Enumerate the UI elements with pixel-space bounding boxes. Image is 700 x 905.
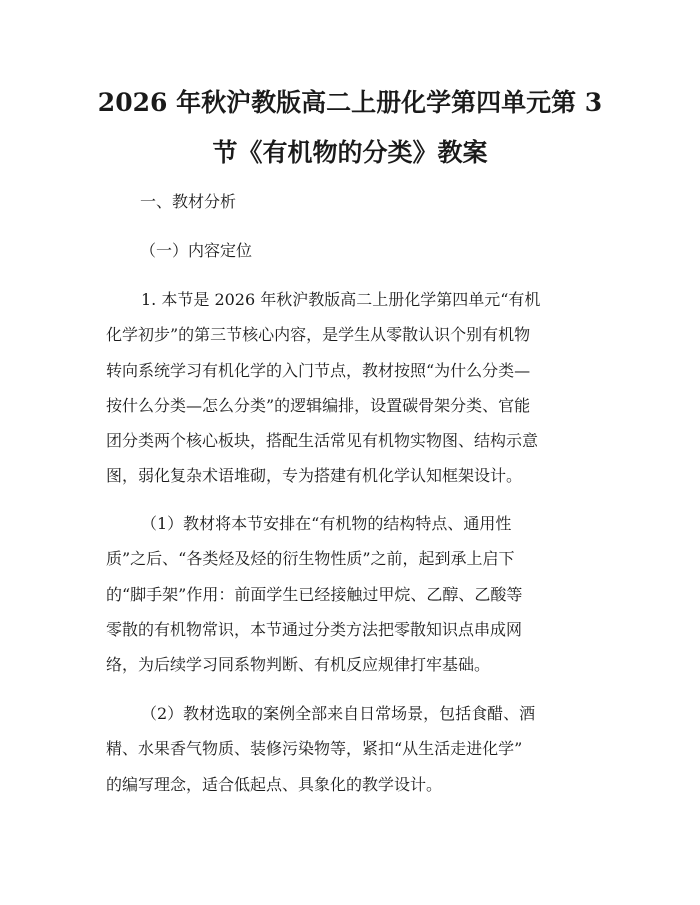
title-line: 节《有机物的分类》教案 [212, 138, 488, 167]
section-heading: 一、教材分析 [140, 192, 237, 211]
paragraph-line: 的“脚手架”作用：前面学生已经接触过甲烷、乙醇、乙酸等 [106, 584, 523, 604]
paragraph-line: （1）教材将本节安排在“有机物的结构特点、通用性 [141, 514, 512, 533]
paragraph-line: 1. 本节是 2026 年秋沪教版高二上册化学第四单元“有机 [141, 290, 541, 309]
paragraph-line: 的编写理念，适合低起点、具象化的教学设计。 [106, 774, 443, 794]
paragraph-line: 精、水果香气物质、装修污染物等，紧扣“从生活走进化学” [106, 739, 523, 759]
paragraph-line: 团分类两个核心板块，搭配生活常见有机物实物图、结构示意 [106, 431, 539, 451]
paragraph-2 [106, 506, 600, 682]
paragraph-line: 质”之后、“各类烃及烃的衍生物性质”之前，起到承上启下 [106, 549, 515, 569]
paragraph-line: 图，弱化复杂术语堆砌，专为搭建有机化学认知框架设计。 [106, 466, 523, 486]
paragraph-line: 转向系统学习有机化学的入门节点，教材按照“为什么分类— [106, 360, 531, 380]
subsection-heading: （一）内容定位 [140, 241, 253, 260]
paragraph-3 [106, 696, 600, 802]
paragraph-line: （2）教材选取的案例全部来自日常场景，包括食醋、酒 [141, 704, 536, 723]
title-line: 2026 年秋沪教版高二上册化学第四单元第 3 [97, 88, 603, 117]
document-title [80, 78, 620, 178]
paragraph-line: 化学初步”的第三节核心内容，是学生从零散认识个别有机物 [106, 325, 531, 345]
paragraph-line: 零散的有机物常识，本节通过分类方法把零散知识点串成网 [106, 619, 523, 639]
paragraph-line: 络，为后续学习同系物判断、有机反应规律打牢基础。 [106, 655, 491, 675]
paragraph-1 [106, 282, 600, 494]
paragraph-line: 按什么分类—怎么分类”的逻辑编排，设置碳骨架分类、官能 [106, 395, 531, 415]
